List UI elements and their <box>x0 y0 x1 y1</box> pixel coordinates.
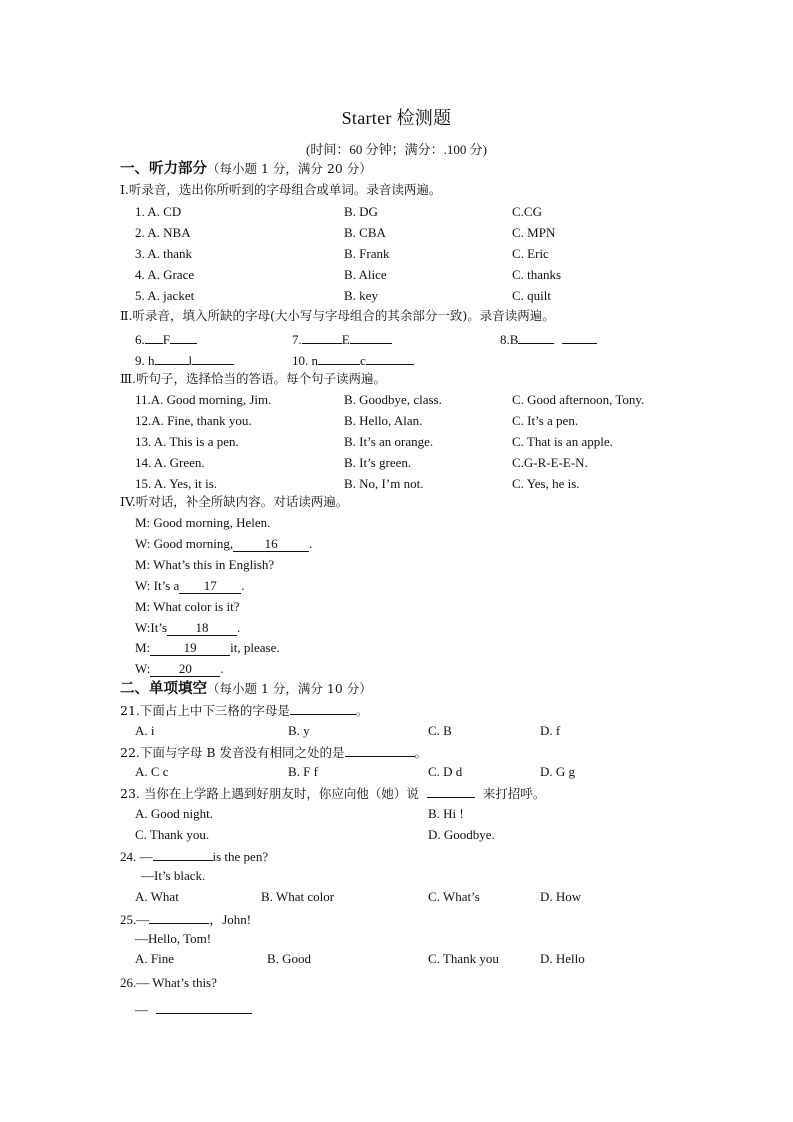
q7-number: 7. <box>292 332 302 347</box>
q25-b: B. Good <box>267 951 312 966</box>
q15-b: B. No, I’m not. <box>344 476 424 491</box>
q22-stem <box>120 742 427 761</box>
q6-number: 6. <box>135 332 145 347</box>
q11-c: C. Good afternoon, Tony. <box>512 392 645 407</box>
q26-reply <box>135 999 252 1018</box>
q7-letter: E <box>341 332 350 347</box>
q12-b: B. Hello, Alan. <box>344 413 423 428</box>
q21-blank[interactable] <box>290 700 356 715</box>
q22-b: B. F f <box>288 764 318 779</box>
dialogue-line-5: M: What color is it? <box>135 599 240 614</box>
q21-text: 21.下面占上中下三格的字母是 <box>120 703 290 718</box>
dialogue-punct: . <box>241 578 245 593</box>
sec4-instruction: IV.听对话，补全所缺内容。对话读两遍。 <box>120 494 349 509</box>
part2-title: 二、单项填空 <box>120 681 207 697</box>
part1-note: （每小题 1 分，满分 20 分） <box>207 161 372 176</box>
q4-a: 4. A. Grace <box>135 267 195 282</box>
q6-letter: F <box>162 332 170 347</box>
q24-stem <box>120 846 268 865</box>
q3-b: B. Frank <box>344 246 390 261</box>
dialogue-text: W: <box>135 661 151 676</box>
q25-text: 25.— <box>120 912 150 927</box>
q22-blank[interactable] <box>345 742 415 757</box>
blank-19[interactable] <box>150 641 230 656</box>
q2-a: 2. A. NBA <box>135 225 191 240</box>
dialogue-text-end: it, please. <box>230 640 280 655</box>
q26-blank[interactable] <box>156 999 252 1014</box>
q3-a: 3. A. thank <box>135 246 193 261</box>
dialogue-line-4 <box>135 577 245 594</box>
q2-b: B. CBA <box>344 225 386 240</box>
blank-18[interactable] <box>167 621 237 636</box>
q24-b: B. What color <box>261 889 335 904</box>
dialogue-text: W: Good morning, <box>135 536 234 551</box>
q10 <box>292 350 414 369</box>
q7 <box>292 329 392 348</box>
q25-text-end: ，John! <box>209 912 252 927</box>
dialogue-punct: . <box>237 620 241 635</box>
q9-blank-1[interactable] <box>155 350 189 365</box>
q10-blank-2[interactable] <box>366 350 414 365</box>
q5-b: B. key <box>344 288 378 303</box>
q24-text: 24. — <box>120 849 153 864</box>
q10-letter: c <box>360 353 366 368</box>
q23-stem <box>120 783 545 802</box>
blank-16[interactable] <box>233 537 309 552</box>
q13-a: 13. A. This is a pen. <box>135 434 239 449</box>
q26-stem: 26.— What’s this? <box>120 975 217 990</box>
q24-c: C. What’s <box>428 889 480 904</box>
blank-20[interactable] <box>150 662 220 677</box>
q4-b: B. Alice <box>344 267 387 282</box>
q24-text-end: is the pen? <box>212 849 269 864</box>
dialogue-line-6 <box>135 619 240 636</box>
q8 <box>500 329 597 348</box>
q12-a: 12.A. Fine, thank you. <box>135 413 252 428</box>
q25-c: C. Thank you <box>428 951 499 966</box>
blank-17-number: 17 <box>203 578 217 593</box>
q21-a: A. i <box>135 723 155 738</box>
blank-17[interactable] <box>179 579 241 594</box>
q11-b: B. Goodbye, class. <box>344 392 442 407</box>
q11-a: 11.A. Good morning, Jim. <box>135 392 272 407</box>
q23-b: B. Hi ! <box>428 806 464 821</box>
q24-d: D. How <box>540 889 582 904</box>
q23-c: C. Thank you. <box>135 827 210 842</box>
q6 <box>135 329 197 348</box>
sec3-instruction: Ⅲ.听句子，选择恰当的答语。每个句子读两遍。 <box>120 371 387 386</box>
q9-number: 9. h <box>135 353 155 368</box>
q5-a: 5. A. jacket <box>135 288 195 303</box>
q13-b: B. It’s an orange. <box>344 434 434 449</box>
exam-info: (时间：60 分钟；满分：.100 分) <box>306 142 487 157</box>
q8-blank-1[interactable] <box>518 329 554 344</box>
q21-c: C. B <box>428 723 452 738</box>
q10-blank-1[interactable] <box>318 350 360 365</box>
dialogue-line-8 <box>135 660 224 677</box>
dialogue-line-7 <box>135 639 280 656</box>
part2-note: （每小题 1 分，满分 10 分） <box>207 681 372 696</box>
dialogue-punct: . <box>220 661 224 676</box>
q9-letter: l <box>188 353 193 368</box>
q9 <box>135 350 234 369</box>
q1-c: C.CG <box>512 204 542 219</box>
q10-number: 10. n <box>292 353 318 368</box>
blank-19-number: 19 <box>183 640 197 655</box>
q15-a: 15. A. Yes, it is. <box>135 476 217 491</box>
q24-a: A. What <box>135 889 179 904</box>
q14-a: 14. A. Green. <box>135 455 205 470</box>
q24-reply: —It’s black. <box>141 868 206 883</box>
q25-d: D. Hello <box>540 951 585 966</box>
q12-c: C. It’s a pen. <box>512 413 579 428</box>
q14-c: C.G-R-E-E-N. <box>512 455 588 470</box>
q8-number: 8.B <box>500 332 519 347</box>
q22-c: C. D d <box>428 764 463 779</box>
q22-punct: 。 <box>414 745 428 760</box>
q1-b: B. DG <box>344 204 378 219</box>
dialogue-text: M: <box>135 640 151 655</box>
q23-text-end: 来打招呼。 <box>482 786 546 801</box>
page-title: Starter 检测题 <box>341 108 452 128</box>
q23-d: D. Goodbye. <box>428 827 495 842</box>
q6-blank-2[interactable] <box>170 329 197 344</box>
q22-text: 22.下面与字母 B 发音没有相同之处的是 <box>120 745 345 760</box>
q8-blank-2[interactable] <box>562 329 597 344</box>
q21-stem <box>120 700 368 719</box>
q6-blank-1[interactable] <box>145 329 163 344</box>
q25-blank[interactable] <box>149 909 209 924</box>
q23-blank[interactable] <box>427 783 475 798</box>
sec1-instruction: Ⅰ.听录音，选出你所听到的字母组合或单词。录音读两遍。 <box>120 182 442 197</box>
q13-c: C. That is an apple. <box>512 434 613 449</box>
dialogue-text: W: It’s a <box>135 578 180 593</box>
q25-a: A. Fine <box>135 951 174 966</box>
blank-20-number: 20 <box>178 661 192 676</box>
q15-c: C. Yes, he is. <box>512 476 580 491</box>
q21-d: D. f <box>540 723 561 738</box>
q25-stem <box>120 909 251 928</box>
q21-punct: 。 <box>355 703 369 718</box>
q7-blank-1[interactable] <box>302 329 342 344</box>
q22-d: D. G g <box>540 764 576 779</box>
q3-c: C. Eric <box>512 246 549 261</box>
q23-a: A. Good night. <box>135 806 213 821</box>
part2-heading <box>120 680 372 698</box>
q23-text: 23. 当你在上学路上遇到好朋友时，你应向他（她）说 <box>120 786 419 801</box>
q4-c: C. thanks <box>512 267 562 282</box>
q21-b: B. y <box>288 723 310 738</box>
q2-c: C. MPN <box>512 225 556 240</box>
q7-blank-2[interactable] <box>350 329 392 344</box>
sec2-instruction: Ⅱ.听录音，填入所缺的字母(大小写与字母组合的其余部分一致)。录音读两遍。 <box>120 308 555 323</box>
q14-b: B. It’s green. <box>344 455 412 470</box>
q24-blank[interactable] <box>153 846 213 861</box>
dialogue-text: W:It’s <box>135 620 168 635</box>
part1-title: 一、听力部分 <box>120 161 207 177</box>
dialogue-punct: . <box>309 536 313 551</box>
q26-dash: — <box>135 1002 148 1017</box>
q5-c: C. quilt <box>512 288 552 303</box>
q1-a: 1. A. CD <box>135 204 182 219</box>
q25-reply: —Hello, Tom! <box>135 931 212 946</box>
dialogue-line-3: M: What’s this in English? <box>135 557 275 572</box>
dialogue-line-2 <box>135 535 312 552</box>
dialogue-line-1: M: Good morning, Helen. <box>135 515 271 530</box>
q9-blank-2[interactable] <box>192 350 234 365</box>
blank-18-number: 18 <box>195 620 209 635</box>
q22-a: A. C c <box>135 764 169 779</box>
part1-heading <box>120 160 372 178</box>
blank-16-number: 16 <box>264 536 278 551</box>
